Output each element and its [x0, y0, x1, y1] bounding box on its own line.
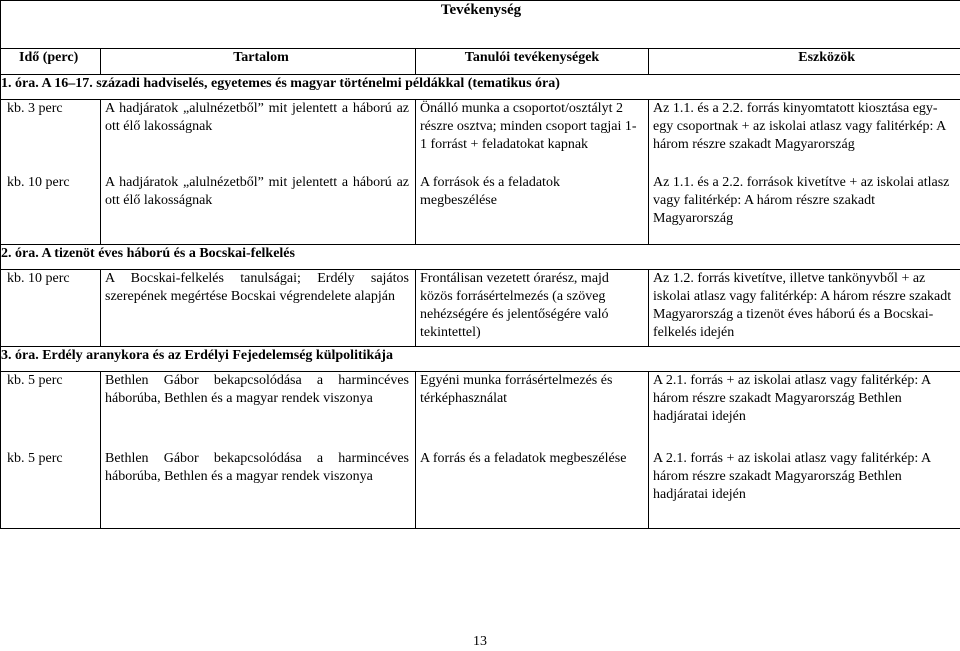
- tools-cell: Az 1.1. és a 2.2. források kivetítve + az iskolai atlasz vagy falitérkép: A három részre szakadt Magyarország: [653, 174, 955, 228]
- table-title-row: [1, 1, 960, 49]
- column-header-content: Tartalom: [101, 49, 416, 75]
- column-header-tools: Eszközök: [649, 49, 960, 75]
- content-column: [101, 372, 416, 529]
- table-title: Tevékenység: [1, 1, 960, 49]
- column-header-activities: Tanulói tevékenységek: [416, 49, 649, 75]
- content-cell: Bethlen Gábor bekapcsolódása a harmincéves háborúba, Bethlen és a magyar rendek viszonya: [105, 450, 409, 486]
- section-2-title: 2. óra. A tizenöt éves háború és a Bocskai-felkelés: [1, 245, 960, 270]
- activity-cell: A forrás és a feladatok megbeszélése: [420, 450, 638, 468]
- tools-cell: Az 1.1. és a 2.2. forrás kinyomtatott kiosztása egy-egy csoportnak + az iskolai atlasz vagy falitérkép: A három részre szakadt Magyarország: [653, 100, 955, 174]
- activity-column: [416, 100, 649, 245]
- activity-cell: Frontálisan vezetett órarész, majd közös forrásértelmezés (a szöveg nehézségére és jelentőségére való tekintettel): [416, 270, 649, 347]
- tools-cell: A 2.1. forrás + az iskolai atlasz vagy falitérkép: A három részre szakadt Magyarország Bethlen hadjáratai idején: [653, 372, 955, 450]
- section-heading-row: [1, 347, 960, 372]
- time-column: [1, 100, 101, 245]
- activity-column: [416, 372, 649, 529]
- section-heading-row: [1, 245, 960, 270]
- time-cell: kb. 5 perc: [7, 450, 100, 468]
- section-2-body: [1, 270, 960, 347]
- activity-cell: Önálló munka a csoportot/osztályt 2 részre osztva; minden csoport tagjai 1-1 forrást + feladatokat kapnak: [420, 100, 638, 174]
- time-cell: kb. 5 perc: [7, 372, 100, 450]
- content-cell: A Bocskai-felkelés tanulságai; Erdély sajátos szerepének megértése Bocskai végrendelete alapján: [101, 270, 416, 347]
- section-1-title: 1. óra. A 16–17. századi hadviselés, egyetemes és magyar történelmi példákkal (tematikus óra): [1, 75, 960, 100]
- section-heading-row: [1, 75, 960, 100]
- activity-cell: A források és a feladatok megbeszélése: [420, 174, 638, 210]
- tools-cell: Az 1.2. forrás kivetítve, illetve tankönyvből + az iskolai atlasz vagy falitérkép: A három részre szakadt Magyarország a tizenöt éves háború és a Bocskai-felkelés idején: [649, 270, 960, 347]
- content-cell: A hadjáratok „alulnézetből” mit jelentett a háború az ott élő lakosságnak: [105, 174, 409, 210]
- tools-cell: A 2.1. forrás + az iskolai atlasz vagy falitérkép: A három részre szakadt Magyarország Bethlen hadjáratai idején: [653, 450, 955, 504]
- page-number: 13: [0, 633, 960, 651]
- section-3-title: 3. óra. Erdély aranykora és az Erdélyi Fejedelemség külpolitikája: [1, 347, 960, 372]
- time-cell: kb. 10 perc: [1, 270, 101, 347]
- column-header-time: Idő (perc): [1, 49, 101, 75]
- time-column: [1, 372, 101, 529]
- content-cell: Bethlen Gábor bekapcsolódása a harmincéves háborúba, Bethlen és a magyar rendek viszonya: [105, 372, 409, 450]
- activity-cell: Egyéni munka forrásértelmezés és térképhasználat: [420, 372, 638, 450]
- time-cell: kb. 3 perc: [7, 100, 100, 174]
- section-1-body: [1, 100, 960, 245]
- tools-column: [649, 100, 960, 245]
- time-cell: kb. 10 perc: [7, 174, 100, 192]
- tools-column: [649, 372, 960, 529]
- section-3-body: [1, 372, 960, 529]
- column-header-row: [1, 49, 960, 75]
- content-cell: A hadjáratok „alulnézetből” mit jelentett a háború az ott élő lakosságnak: [105, 100, 409, 174]
- content-column: [101, 100, 416, 245]
